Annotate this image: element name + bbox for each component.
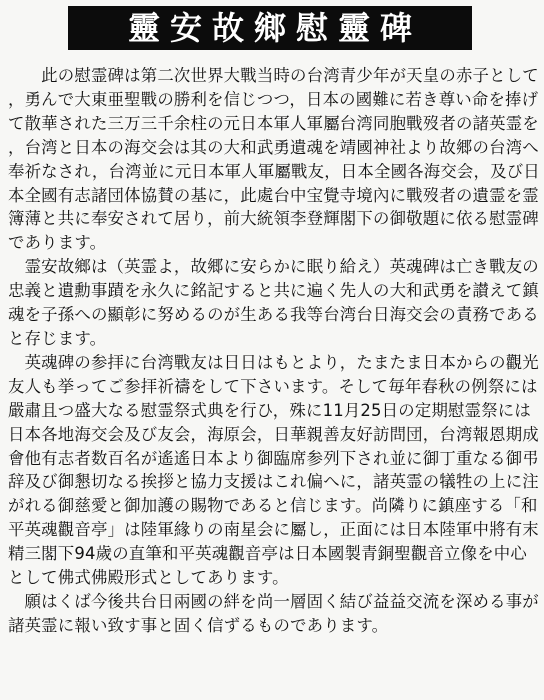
paragraph-3: 英魂碑の参拝に台湾戰友は日日はもとより，たまたま日本からの觀光友人も挙ってご参拝祈禱をして下さいます。そして毎年春秋の例祭には嚴肅且つ盛大なる慰霊祭式典を行ひ，殊に11月25日の定期慰霊祭には日本各地海交会及び友会，海原会，日華親善友好訪問団，台湾報恩期成會他有志者数百名が遙遙日本より御臨席参列下され並に御丁重なる御弔辞及び御懇切なる挨拶と協力支援はこれ偏へに，諸英霊の犠牲の上に注がれる御慈愛と御加護の賜物であると信じます。尚隣りに鎮座する「和平英魂觀音亭」は陸軍緣りの南星会に屬し，正面には日本陸軍中將有末精三閣下94歲の直筆和平英魂觀音亭は日本國製青銅聖觀音立像を中心として佛式佛殿形式としてあります。 [8,352,539,588]
paragraph-4: 願はくば今後共台日兩國の絆を尚一層固く結び益益交流を深める事が諸英霊に報い致す事と固く信ずるものであります。 [8,591,539,635]
document-body [8,64,540,638]
paragraph-2: 霊安故鄉は（英霊よ，故郷に安らかに眠り給え）英魂碑は亡き戰友の忠義と遺勳事蹟を永久に銘記すると共に遍く先人の大和武勇を讃えて鎮魂を子孫への顯彰に努めるのが生ある我等台湾台日海交会の責務であると存じます。 [8,257,539,348]
title-banner [68,6,472,50]
page-title: 靈安故鄉慰靈碑 [127,9,422,47]
paragraph-1: 此の慰霊碑は第二次世界大戰当時の台湾青少年が天皇の赤子として，勇んで大東亜聖戰の勝利を信じつつ，日本の國難に若き尊い命を捧げて散華された三万三千余柱の元日本軍人軍屬台湾同胞戰歿者の諸英霊を，台湾と日本の海交会は其の大和武勇遺魂を靖國神社より故郷の台湾へ奉祈なされ，台湾並に元日本軍人軍屬戰友，日本全國各海交会，及び日本全國有志諸団体協賛の基に，此處台中宝覺寺境內に戰歿者の遺霊を霊簿薄と共に奉安されて居り，前大統領李登輝閣下の御敬題に依る慰霊碑であります。 [8,66,540,253]
